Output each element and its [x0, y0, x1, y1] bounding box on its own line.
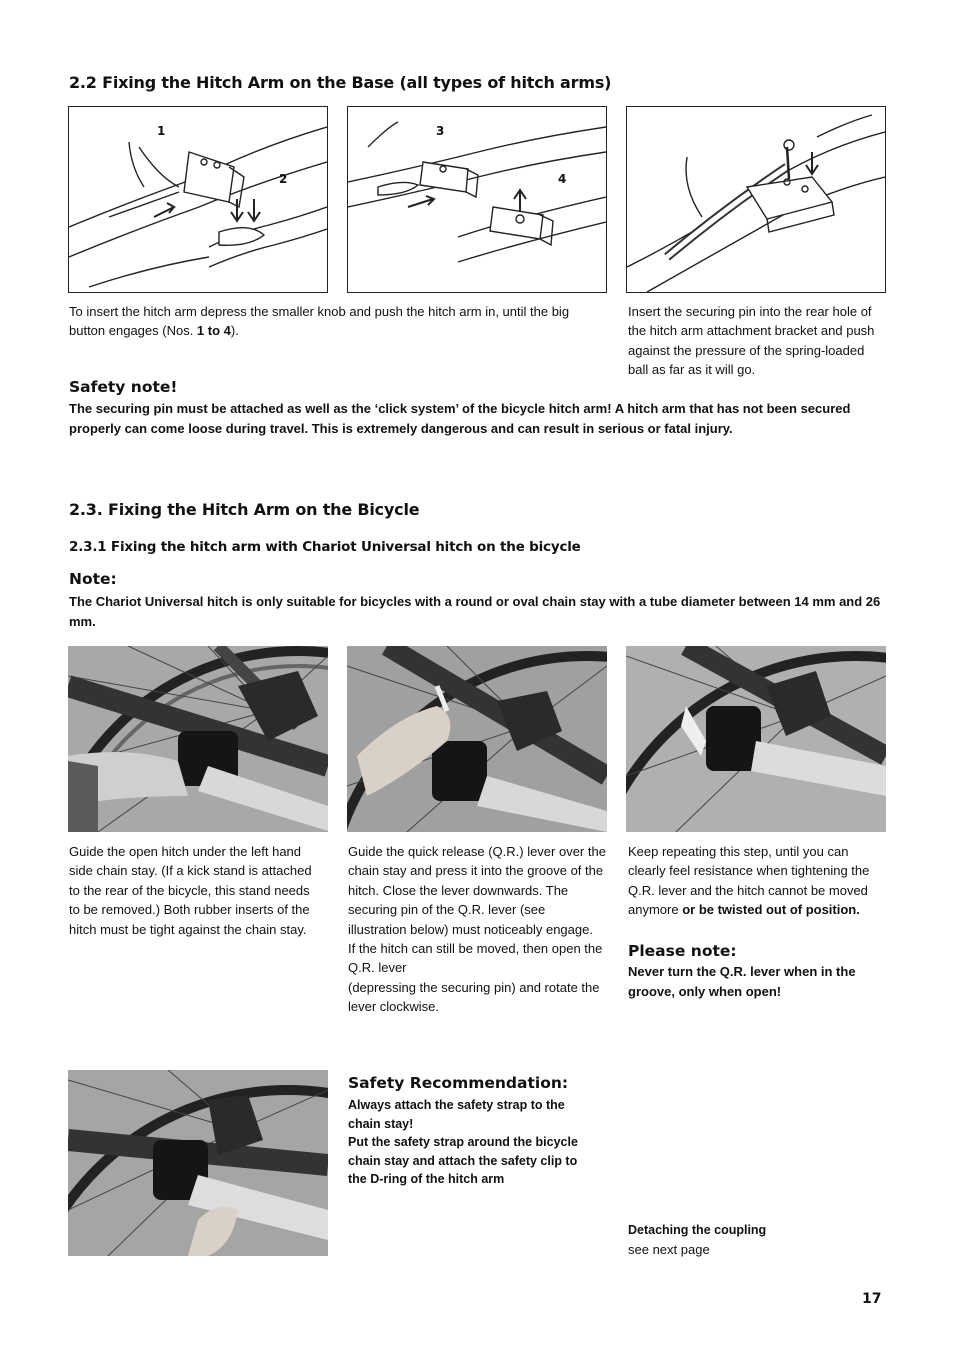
step-3-text: Keep repeating this step, until you can clearly feel resistance when tightening the Q.R. lever and the hitch cannot be moved anymore or be twisted out of position. — [628, 844, 870, 918]
photo-step-2 — [347, 646, 607, 832]
note-text: The Chariot Universal hitch is only suitable for bicycles with a round or oval chain stay with a tube diameter between 14 mm and 26 mm. — [69, 594, 881, 629]
section-heading-2-2: 2.2 Fixing the Hitch Arm on the Base (all types of hitch arms) — [69, 73, 612, 92]
subsection-heading-2-3-1: 2.3.1 Fixing the hitch arm with Chariot Universal hitch on the bicycle — [69, 539, 581, 555]
please-note-text: Never turn the Q.R. lever when in the groove, only when open! — [628, 964, 856, 999]
note-heading: Note: — [69, 570, 117, 588]
please-note-heading: Please note: — [628, 942, 737, 960]
photo-step-1 — [68, 646, 328, 832]
step-2-text: Guide the quick release (Q.R.) lever over the chain stay and press it into the groove of the hitch. Close the lever downwards. The securing pin of the Q.R. lever (see illustration below) must noticeably engage. If the hitch can still be moved, then open the Q.R. lever (depressing the securing pin) and rotate the lever clockwise. — [348, 844, 606, 1015]
see-next-page-label: see next page — [628, 1242, 710, 1257]
illustration-hitch-insert-3-4 — [347, 106, 607, 293]
step-1-text: Guide the open hitch under the left hand side chain stay. (If a kick stand is attached to the rear of the bicycle, this stand needs to be removed.) Both rubber inserts of the hitch must be tight against the chain stay. — [69, 844, 312, 937]
section-heading-2-3: 2.3. Fixing the Hitch Arm on the Bicycle — [69, 500, 420, 519]
page-number: 17 — [862, 1291, 882, 1307]
photo-safety-strap — [68, 1070, 328, 1256]
figure-label-2: 2 — [279, 172, 288, 186]
illustration-securing-pin — [626, 106, 886, 293]
figure-label-4: 4 — [558, 172, 567, 186]
safety-note-text: The securing pin must be attached as well as the ‘click system’ of the bicycle hitch arm! A hitch arm that has not been secured properly can come loose during travel. This is extremely dangerous and can result in serious or fatal injury. — [69, 401, 851, 436]
safety-recommendation-text: Always attach the safety strap to the chain stay! Put the safety strap around the bicycle chain stay and attach the safety clip to the D-ring of the hitch arm — [348, 1098, 578, 1186]
illustration-hitch-insert-1-2 — [68, 106, 328, 293]
figure-label-1: 1 — [157, 124, 166, 138]
caption-hitch-insert: To insert the hitch arm depress the smaller knob and push the hitch arm in, until the big button engages (Nos. 1 to 4). — [69, 304, 570, 339]
photo-step-3 — [626, 646, 886, 832]
safety-note-heading: Safety note! — [69, 378, 178, 396]
detaching-coupling-label: Detaching the coupling — [628, 1223, 767, 1237]
safety-recommendation-heading: Safety Recommendation: — [348, 1074, 569, 1092]
figure-label-3: 3 — [436, 124, 445, 138]
caption-securing-pin: Insert the securing pin into the rear hole of the hitch arm attachment bracket and push against the pressure of the spring-loaded ball as far as it will go. — [628, 304, 875, 378]
